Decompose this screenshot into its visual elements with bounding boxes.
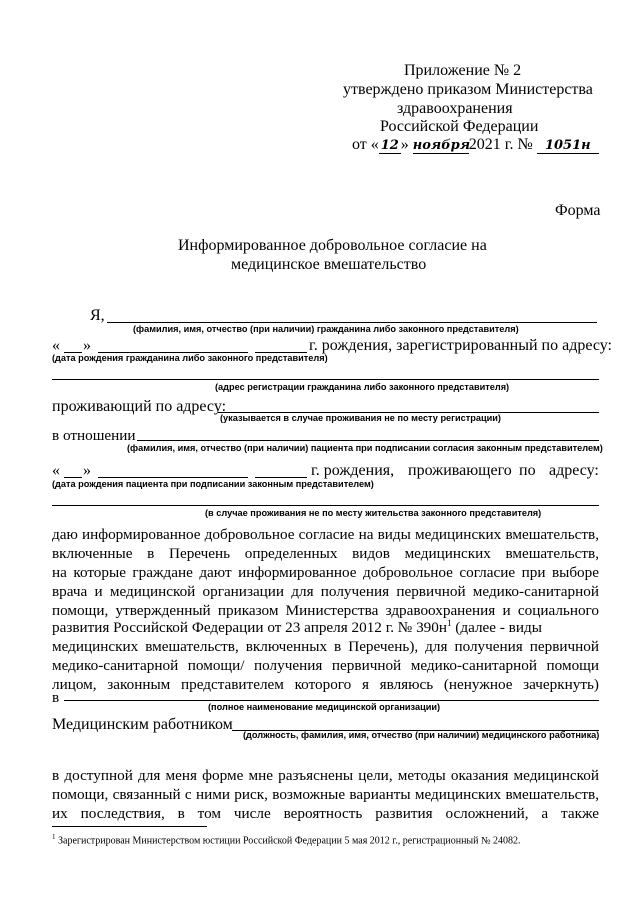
fio-line[interactable] [107, 322, 597, 323]
org-caption: (полное наименование медицинской организации) [208, 702, 441, 712]
approved-line: утверждено приказом Министерства [343, 81, 593, 98]
worker-label: Медицинским работником [52, 716, 233, 733]
birth-registered-label: г. рождения, зарегистрированный по адресу: [309, 337, 612, 354]
living-caption: (указывается в случае проживания не по месту регистрации) [220, 413, 501, 423]
quote-open-1: « [52, 337, 60, 354]
patient-birth-label-1: г. рождения, [311, 462, 395, 479]
appendix-label: Приложение № 2 [404, 62, 522, 79]
quote-close-1: » [83, 337, 91, 354]
patient-birth-label-3: по [519, 462, 536, 479]
body-line-5: помощи, утвержденный приказом Министерства здравоохранения и социального [52, 602, 599, 619]
body-line-4: врача и медицинской организации для получения первичной медико-санитарной [52, 583, 599, 600]
body2-line-3: их последствия, в том числе вероятность развития осложнений, а также [52, 805, 599, 822]
title-line-1: Информированное добровольное согласие на [178, 237, 487, 254]
regarding-label: в отношении [52, 427, 136, 444]
body2-line-1: в доступной для меня форме мне разъяснены цели, методы оказания медицинской [52, 767, 599, 784]
address-line[interactable] [52, 379, 599, 380]
footnote-text: Зарегистрирован Министерством юстиции Российской Федерации 5 мая 2012 г., регистрационный № 24082. [55, 835, 521, 847]
footnote-separator [52, 826, 207, 827]
handwritten-month: ноября [412, 138, 471, 153]
body-line-9: лицом, законным представителем которого я являюсь (ненужное зачеркнуть) [52, 676, 599, 693]
patient-line[interactable] [137, 440, 599, 441]
living-label: проживающий по адресу: [52, 398, 227, 415]
date-prefix: от « [352, 136, 379, 153]
body-line-1: даю информированное добровольное согласие на виды медицинских вмешательств, [52, 526, 599, 543]
patient-address-caption: (в случае проживания не по месту жительства законного представителя) [205, 508, 542, 518]
quote-close-2: » [83, 462, 91, 479]
body-line-7: медицинских вмешательств, включенных в Перечень), для получения первичной [52, 638, 599, 655]
patient-caption: (фамилия, имя, отчество (при наличии) пациента при подписании согласия законным представителем) [127, 443, 603, 453]
handwritten-order-number: 1051н [537, 138, 599, 154]
patient-birth-label-4: адресу: [549, 462, 599, 479]
address-caption: (адрес регистрации гражданина либо законного представителя) [215, 382, 510, 392]
body-line-6 [52, 618, 599, 637]
patient-address-line[interactable] [52, 505, 599, 506]
date-mid: » [400, 136, 409, 153]
footnote-mark: 1 [52, 833, 56, 841]
handwritten-day: 12 [380, 138, 399, 153]
fio-caption: (фамилия, имя, отчество (при наличии) гражданина либо законного представителя) [133, 324, 519, 334]
body-line-6a: развития Российской Федерации от 23 апреля 2012 г. № 390н [52, 619, 447, 637]
order-date-line [352, 136, 599, 154]
body-line-2: включенные в Перечень определенных видов медицинских вмешательств, [52, 545, 599, 562]
country-line: Российской Федерации [380, 118, 539, 135]
patient-birth-caption: (дата рождения пациента при подписании законным представителем) [52, 479, 374, 489]
body-line-8: медико-санитарной помощи/ получения первичной медико-санитарной помощи [52, 657, 599, 674]
body2-line-2: помощи, связанный с ними риск, возможные варианты медицинских вмешательств, [52, 786, 599, 803]
in-label: в [52, 689, 60, 706]
body-line-6b: (далее - виды [451, 619, 542, 637]
body-line-3: на которые граждане дают информированное добровольное согласие при выборе [52, 564, 599, 581]
quote-open-2: « [52, 462, 60, 479]
footnote [52, 833, 521, 846]
title-line-2: медицинское вмешательство [231, 256, 427, 273]
patient-birth-day-line[interactable] [64, 477, 82, 478]
ministry-line: здравоохранения [397, 100, 513, 117]
patient-birth-month-line[interactable] [98, 477, 248, 478]
footnote-ref: 1 [447, 618, 452, 628]
org-line[interactable] [64, 700, 599, 701]
form-label: Форма [555, 202, 601, 219]
ya-label: Я, [90, 307, 105, 324]
patient-birth-label-2: проживающего [408, 462, 512, 479]
year-text: 2021 г. № [468, 136, 533, 153]
worker-caption: (должность, фамилия, имя, отчество (при наличии) медицинского работника) [243, 730, 600, 740]
birth-caption: (дата рождения гражданина либо законного представителя) [52, 353, 328, 363]
patient-birth-year-line[interactable] [255, 477, 307, 478]
